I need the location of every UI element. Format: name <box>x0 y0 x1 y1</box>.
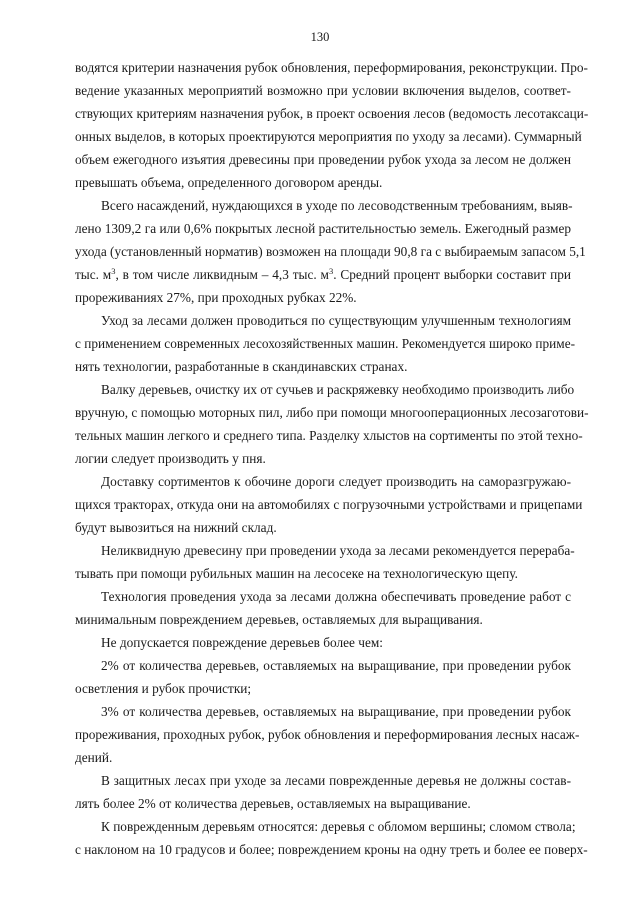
text-line: объем ежегодного изъятия древесины при проведении рубок ухода за лесом не должен <box>75 152 571 167</box>
text-line: щихся тракторах, откуда они на автомобилях с погрузочными устройствами и прицепами <box>75 497 583 512</box>
text-line: прореживания, проходных рубок, рубок обновления и переформирования лесных насаж- <box>75 727 580 742</box>
text-line: онных выделов, в которых проектируются мероприятия по уходу за лесами). Суммарный <box>75 129 582 144</box>
text-line: логии следует производить у пня. <box>75 451 266 466</box>
text-line <box>75 266 571 284</box>
text-line: Не допускается повреждение деревьев более чем: <box>101 635 383 650</box>
text-line: К поврежденным деревьям относятся: деревья с обломом вершины; сломом ствола; <box>101 819 576 834</box>
text-line: лено 1309,2 га или 0,6% покрытых лесной растительностью земель. Ежегодный размер <box>75 221 571 236</box>
text-line: с применением современных лесохозяйственных машин. Рекомендуется широко приме- <box>75 336 576 351</box>
text-line: осветления и рубок прочистки; <box>75 681 252 696</box>
text-line: Технология проведения ухода за лесами должна обеспечивать проведение работ с <box>101 589 571 604</box>
text-line: с наклоном на 10 градусов и более; повреждением кроны на одну треть и более ее поверх- <box>75 842 588 857</box>
text-line: В защитных лесах при уходе за лесами поврежденные деревья не должны состав- <box>101 773 571 788</box>
text-line: нять технологии, разработанные в скандинавских странах. <box>75 359 408 374</box>
text-line: Валку деревьев, очистку их от сучьев и раскряжевку необходимо производить либо <box>101 382 575 397</box>
text-line: лять более 2% от количества деревьев, оставляемых на выращивание. <box>75 796 471 811</box>
text-line: ствующих критериям назначения рубок, в проект освоения лесов (ведомость лесотаксаци- <box>75 106 589 121</box>
text-line: вручную, с помощью моторных пил, либо при помощи многооперационных лесозаготови- <box>75 405 589 420</box>
text-line: ведение указанных мероприятий возможно при условии включения выделов, соответ- <box>75 83 571 98</box>
text-fragment: , в том числе ликвидным – 4,3 тыс. м <box>115 267 329 282</box>
text-line: 3% от количества деревьев, оставляемых на выращивание, при проведении рубок <box>101 704 571 719</box>
text-line: превышать объема, определенного договором аренды. <box>75 175 383 190</box>
text-line: ухода (установленный норматив) возможен на площади 90,8 га с выбираемым запасом 5,1 <box>75 244 586 259</box>
superscript: 3 <box>328 266 334 276</box>
text-line: дений. <box>75 750 113 765</box>
text-fragment: . Средний процент выборки составит при <box>333 267 572 282</box>
text-line: 2% от количества деревьев, оставляемых на выращивание, при проведении рубок <box>101 658 571 673</box>
superscript: 3 <box>111 266 116 276</box>
text-line: Уход за лесами должен проводиться по существующим улучшенным технологиям <box>101 313 571 328</box>
text-line: прореживаниях 27%, при проходных рубках 22%. <box>75 290 357 305</box>
text-line: тывать при помощи рубильных машин на лесосеке на технологическую щепу. <box>75 566 518 581</box>
text-line: водятся критерии назначения рубок обновления, переформирования, реконструкции. Про- <box>75 60 588 75</box>
text-line: Неликвидную древесину при проведении ухода за лесами рекомендуется перераба- <box>101 543 575 558</box>
text-line: Доставку сортиментов к обочине дороги следует производить на саморазгружаю- <box>101 474 571 489</box>
text-line: Всего насаждений, нуждающихся в уходе по лесоводственным требованиям, выяв- <box>101 198 573 213</box>
text-line: тельных машин легкого и среднего типа. Разделку хлыстов на сортименты по этой техно- <box>75 428 583 443</box>
text-fragment: тыс. м <box>75 267 112 282</box>
text-line: будут вывозиться на нижний склад. <box>75 520 277 535</box>
page-number: 130 <box>310 30 330 44</box>
text-line: минимальным повреждением деревьев, оставляемых для выращивания. <box>75 612 483 627</box>
